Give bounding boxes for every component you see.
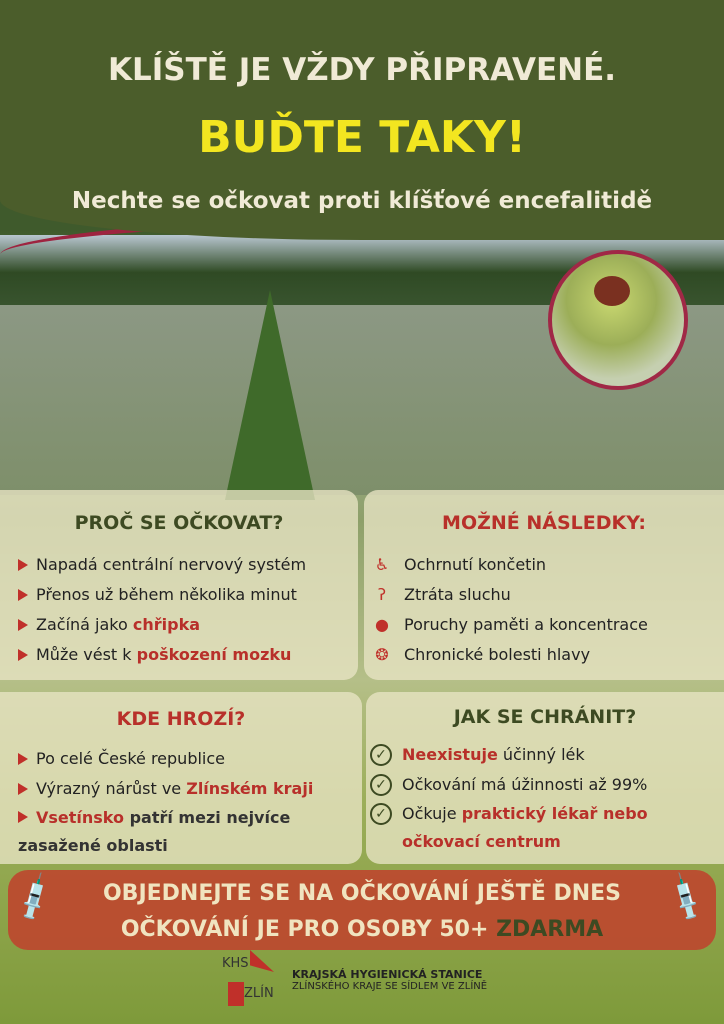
item-text: patří mezi nejvíce zasažené oblasti <box>18 808 291 855</box>
bullet-triangle-icon <box>18 811 28 823</box>
list-item <box>18 550 306 580</box>
item-text: Výrazný nárůst ve <box>36 779 187 798</box>
khs-logo-mark <box>222 950 284 1010</box>
wheelchair-icon: ♿ <box>374 555 390 574</box>
item-text: Přenos už během několika minut <box>36 585 297 604</box>
where-risk-panel <box>0 692 362 864</box>
check-circle-icon: ✓ <box>370 803 392 825</box>
consequences-title: MOŽNÉ NÁSLEDKY: <box>442 512 646 534</box>
item-highlight: chřipka <box>132 615 200 634</box>
syringe-icon: 💉 <box>6 870 64 926</box>
headline: KLÍŠTĚ JE VŽDY PŘIPRAVENÉ. <box>107 52 617 88</box>
headline-emphasis: BUĎTE TAKY! <box>198 112 526 163</box>
item-text: Po celé České republice <box>36 749 225 768</box>
bullet-triangle-icon <box>18 619 28 631</box>
call-to-action-banner <box>8 870 716 950</box>
list-item <box>372 550 648 580</box>
organization-subtitle: ZLÍNSKÉHO KRAJE SE SÍDLEM VE ZLÍNĚ <box>292 981 488 992</box>
item-text: Očkování má úžinnosti až 99% <box>402 775 648 794</box>
item-text: Ztráta sluchu <box>404 585 511 604</box>
item-text: účinný lék <box>497 745 585 764</box>
item-highlight: poškození mozku <box>136 645 292 664</box>
how-protect-panel <box>366 692 724 864</box>
syringe-icon: 💉 <box>656 870 714 926</box>
item-text: Poruchy paměti a koncentrace <box>404 615 648 634</box>
list-item <box>370 740 715 770</box>
bullet-triangle-icon <box>18 559 28 571</box>
list-item <box>372 610 648 640</box>
protect-title: JAK SE CHRÁNIT? <box>453 706 637 728</box>
list-item <box>370 770 715 800</box>
bullet-triangle-icon <box>18 783 28 795</box>
bullet-triangle-icon <box>18 649 28 661</box>
headache-icon: ❂ <box>375 645 389 664</box>
list-item <box>18 640 306 670</box>
tick-photo-circle <box>548 250 688 390</box>
ear-icon: ʔ <box>377 585 387 604</box>
item-text: Může vést k <box>36 645 137 664</box>
bullet-triangle-icon <box>18 753 28 765</box>
banner-free-highlight: ZDARMA <box>496 917 604 942</box>
bullet-triangle-icon <box>18 589 28 601</box>
subheadline: Nechte se očkovat proti klíšťové encefalitidě <box>71 188 653 214</box>
khs-logo <box>222 950 487 1010</box>
item-highlight: praktický lékař nebo očkovací centrum <box>402 804 648 851</box>
consequences-panel <box>364 490 724 680</box>
list-item <box>18 744 358 774</box>
item-highlight: Neexistuje <box>402 745 498 764</box>
logo-mark-bottom: ZLÍN <box>244 986 274 1001</box>
list-item <box>18 804 358 864</box>
item-text: Ochrnutí končetin <box>404 555 547 574</box>
where-title: KDE HROZÍ? <box>116 708 246 730</box>
item-text: Začíná jako <box>36 615 133 634</box>
banner-line-1: OBJEDNEJTE SE NA OČKOVÁNÍ JEŠTĚ DNES <box>102 881 622 906</box>
header <box>0 0 724 240</box>
why-title: PROČ SE OČKOVAT? <box>74 512 284 534</box>
list-item <box>18 774 358 804</box>
item-text: Očkuje <box>402 804 462 823</box>
list-item <box>370 800 715 860</box>
why-vaccinate-panel <box>0 490 358 680</box>
check-circle-icon: ✓ <box>370 744 392 766</box>
tick-icon <box>594 276 630 306</box>
item-highlight: Zlínském kraji <box>186 779 314 798</box>
item-highlight: Vsetínsko <box>36 808 125 827</box>
check-circle-icon: ✓ <box>370 774 392 796</box>
list-item <box>18 610 306 640</box>
head-memory-icon: ● <box>375 615 389 634</box>
logo-mark-top: KHS <box>222 956 249 971</box>
banner-line-2 <box>8 912 716 948</box>
list-item <box>18 580 306 610</box>
list-item <box>372 580 648 610</box>
banner-line-2-text: OČKOVÁNÍ JE PRO OSOBY 50+ <box>120 917 497 942</box>
list-item <box>372 640 648 670</box>
item-text: Chronické bolesti hlavy <box>404 645 591 664</box>
item-text: Napadá centrální nervový systém <box>36 555 307 574</box>
organization-name: KRAJSKÁ HYGIENICKÁ STANICE <box>292 968 483 981</box>
